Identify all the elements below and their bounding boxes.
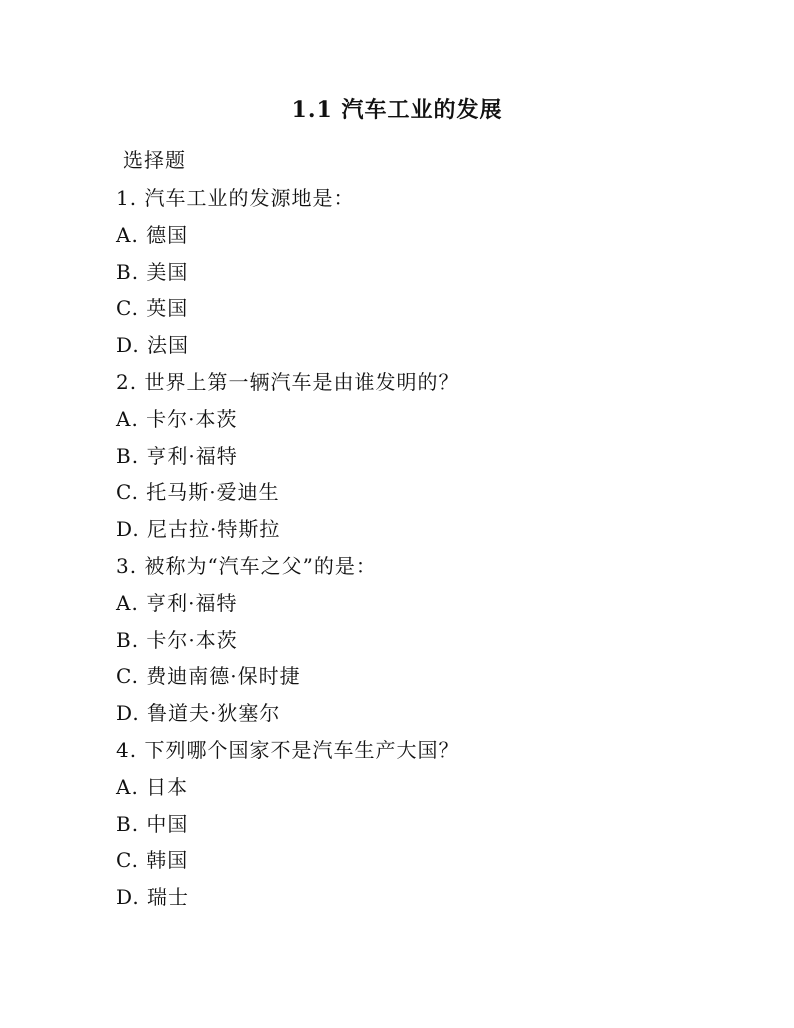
question-3 <box>116 548 716 732</box>
question-stem: 3. 被称为“汽车之父”的是： <box>116 553 377 578</box>
question-1 <box>116 180 716 364</box>
question-stem: 2. 世界上第一辆汽车是由谁发明的？ <box>116 369 460 394</box>
option-b: B. 亨利·福特 <box>116 443 238 468</box>
option-a: A. 卡尔·本茨 <box>116 406 238 431</box>
option-a: A. 德国 <box>116 222 189 247</box>
option-a: A. 日本 <box>116 774 189 799</box>
section-heading: 选择题 <box>123 148 186 172</box>
option-b: B. 卡尔·本茨 <box>116 627 238 652</box>
option-d: D. 尼古拉·特斯拉 <box>116 517 281 542</box>
question-stem: 1. 汽车工业的发源地是： <box>116 186 355 210</box>
question-stem: 4. 下列哪个国家不是汽车生产大国？ <box>116 737 460 762</box>
option-c: C. 托马斯·爱迪生 <box>116 480 280 505</box>
question-list <box>116 180 716 916</box>
option-c: C. 费迪南德·保时捷 <box>116 664 301 689</box>
option-a: A. 亨利·福特 <box>116 590 238 615</box>
option-b: B. 美国 <box>116 259 189 284</box>
option-d: D. 鲁道夫·狄塞尔 <box>116 701 281 726</box>
option-c: C. 韩国 <box>116 848 189 873</box>
option-c: C. 英国 <box>116 296 189 321</box>
question-4 <box>116 732 716 916</box>
page-title: 1.1 汽车工业的发展 <box>291 97 503 123</box>
option-d: D. 瑞士 <box>116 885 190 910</box>
question-2 <box>116 364 716 548</box>
option-d: D. 法国 <box>116 333 190 358</box>
option-b: B. 中国 <box>116 811 189 836</box>
